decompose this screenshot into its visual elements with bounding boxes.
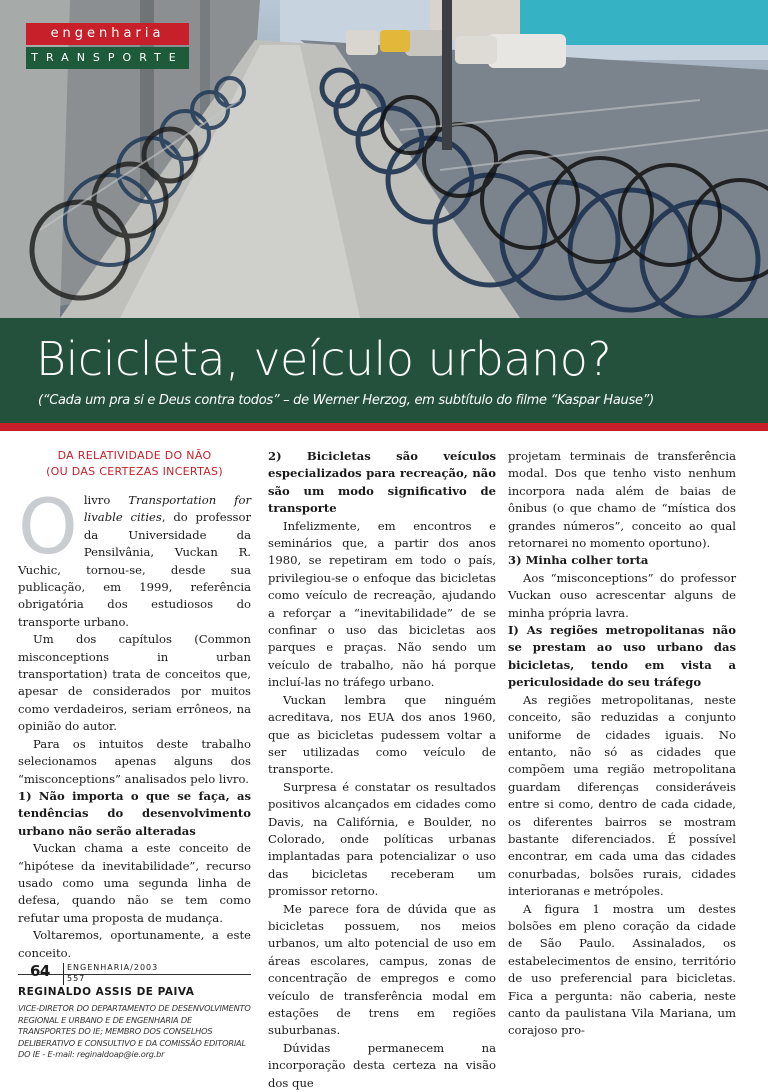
page-number: 64 xyxy=(30,962,50,980)
paragraph: Vuckan lembra que ninguém acreditava, nos EUA dos anos 1960, que as bicicletas pudessem voltar a ser utilizadas como veículo de transporte. xyxy=(268,692,496,777)
cover-photo xyxy=(0,0,768,318)
title-band xyxy=(0,318,768,423)
paragraph: Aos “misconceptions” do professor Vuckan ouso acrescentar alguns de minha própria lavra. xyxy=(508,570,736,620)
drop-cap: O xyxy=(18,482,78,571)
section-heading-1: 1) Não importa o que se faça, as tendências do desenvolvimento urbano não serão alteradas xyxy=(18,788,251,838)
article-title: Bicicleta, veículo urbano? xyxy=(36,332,612,386)
author-block xyxy=(18,974,251,1061)
paragraph-intro xyxy=(18,482,252,631)
paragraph: Voltaremos, oportunamente, a este conceito. xyxy=(18,928,251,960)
intro-text-b: , do professor da Universidade da Pensilvânia, Vuckan R. Vuchic, tornou-se, desde sua publicação, em 1999, referência obrigatória dos estudiosos do transporte urbano. xyxy=(18,510,252,629)
paragraph: Infelizmente, em encontros e seminários que, a partir dos anos 1980, se repetiram em todo o país, privilegiou-se o enfoque das bicicletas como veículo de recreação, ajudando a reforçar a “inevitabilidade” de se confinar o uso das bicicletas aos parques e praças. Não sendo um veículo de trabalho, não há porque incluí-las no tráfego urbano. xyxy=(268,518,496,690)
issue-number: 557 xyxy=(67,974,86,983)
intro-text-a: livro xyxy=(83,493,129,507)
paragraph: Para os intuitos deste trabalho selecionamos apenas alguns dos “misconceptions” analisados pelo livro. xyxy=(18,736,251,786)
section-heading-2: 2) Bicicletas são veículos especializados para recreação, não são um modo significativo de transporte xyxy=(268,449,496,516)
column-2 xyxy=(268,448,496,1092)
title-divider xyxy=(0,423,768,431)
section-label xyxy=(26,23,189,69)
author-name: REGINALDO ASSIS DE PAIVA xyxy=(18,985,195,998)
journal-name: ENGENHARIA/2003 xyxy=(67,963,159,972)
kicker xyxy=(18,448,251,480)
footer-divider xyxy=(63,963,64,985)
kicker-line-2: (OU DAS CERTEZAS INCERTAS) xyxy=(46,465,223,478)
paragraph: A figura 1 mostra um destes bolsões em pleno coração da cidade de São Paulo. Assinalados, os estabelecimentos de ensino, território de uso preferencial para bicicletas. Fica a pergunta: não caberia, neste canto da paulistana Vila Mariana, um corajoso pro- xyxy=(508,901,736,1038)
section-heading-I: I) As regiões metropolitanas não se prestam ao uso urbano das bicicletas, tendo em vista a periculosidade do seu tráfego xyxy=(508,623,736,690)
paragraph: Um dos capítulos (Common misconceptions in urban transportation) trata de conceitos que, apesar de considerados por muitos como verdadeiros, seriam errôneos, na opinião do autor. xyxy=(18,632,251,734)
paragraph: Vuckan chama a este conceito de “hipótese da inevitabilidade”, recurso usado como uma segunda linha de defesa, quando não se tem como refutar uma proposta de mudança. xyxy=(18,841,251,925)
paragraph: As regiões metropolitanas, neste conceito, são reduzidas a conjunto uniforme de cidades iguais. No entanto, não só as cidades que compõem uma região metropolitana guardam diferenças consideráveis entre si como, dentro de cada cidade, os diferentes bairros se mostram bastante diferenciados. É possível encontrar, em cada uma das cidades conurbadas, bolsões rurais, cidades interioranas e metrópoles. xyxy=(508,692,736,899)
paragraph: Dúvidas permanecem na incorporação desta certeza na visão dos que xyxy=(268,1040,496,1090)
article-subtitle: (“Cada um pra si e Deus contra todos” – de Werner Herzog, em subtítulo do filme “Kaspar Hause”) xyxy=(38,393,654,408)
paragraph: projetam terminais de transferência modal. Dos que tenho visto nenhum incorpora nada além de baias de ônibus (o que chamo de “mística dos grandes números”, conceito ao qual retornarei no momento oportuno). xyxy=(508,449,736,551)
book-title: Transportation for livable cities xyxy=(83,493,251,525)
section-heading-3: 3) Minha colher torta xyxy=(508,553,649,568)
section-engenharia: engenharia xyxy=(26,23,189,45)
kicker-line-1: DA RELATIVIDADE DO NÃO xyxy=(57,449,212,462)
author-bio: VICE-DIRETOR DO DEPARTAMENTO DE DESENVOLVIMENTO REGIONAL E URBANO E DE ENGENHARIA DE TRANSPORTES DO IE; MEMBRO DOS CONSELHOS DELIBERATIVO E CONSULTIVO E DA COMISSÃO EDITORIAL DO IE - E-mail: reginaldoap@ie.org.br xyxy=(18,1002,251,1060)
paragraph: Surpresa é constatar os resultados positivos alcançados em cidades como Davis, na Califórnia, e Boulder, no Colorado, onde políticas urbanas implantadas para potencializar o uso das bicicletas receberam um promissor retorno. xyxy=(268,779,496,899)
paragraph: Me parece fora de dúvida que as bicicletas possuem, nos meios urbanos, um alto potencial de uso em áreas escolares, campus, zonas de concentração de empregos e como veículo de transferência modal em estações de trens em regiões suburbanas. xyxy=(268,901,496,1038)
column-3 xyxy=(508,448,736,1040)
section-transporte: TRANSPORTE xyxy=(26,47,189,69)
